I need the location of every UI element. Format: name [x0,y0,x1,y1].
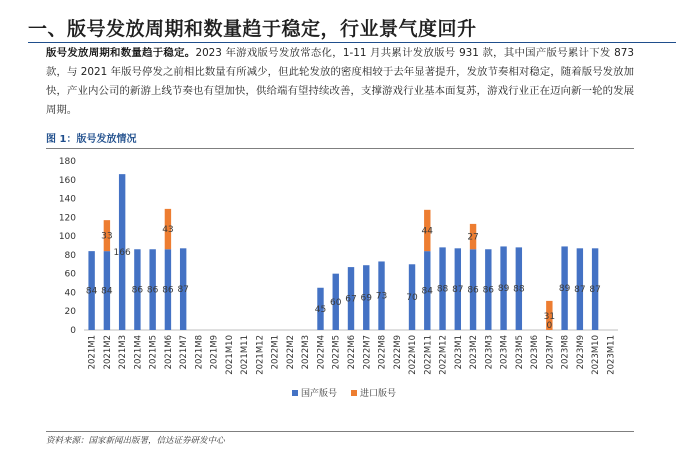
figure-title: 图 1：版号发放情况 [46,134,137,145]
bars-domestic [85,174,601,330]
data-label-import: 27 [467,232,479,243]
x-tick-label: 2023M2 [469,335,480,370]
source-divider [46,431,634,432]
x-tick-label: 2023M9 [575,335,586,370]
x-tick-label: 2023M3 [484,335,495,370]
x-tick-label: 2022M9 [392,335,403,370]
data-label-import: 43 [162,225,174,236]
x-tick-label: 2022M4 [316,335,327,370]
data-label-domestic: 166 [113,248,131,259]
x-tick-label: 2023M7 [545,335,556,370]
data-label-domestic: 88 [513,284,525,295]
x-tick-label: 2023M8 [560,335,571,370]
x-tick-label: 2021M11 [240,335,251,375]
x-tick-label: 2023M4 [499,334,510,370]
data-label-domestic: 73 [375,291,388,302]
x-tick-label: 2021M9 [209,335,220,370]
paragraph-lead: 版号发放周期和数量趋于稳定。 [46,47,196,59]
x-tick-label: 2021M8 [194,335,205,370]
data-label-domestic: 87 [574,285,586,296]
x-tick-label: 2023M1 [453,335,464,370]
legend-swatch [292,390,298,396]
x-tick-label: 2021M3 [118,335,129,370]
x-tick-label: 2022M3 [301,335,312,370]
x-tick-label: 2021M2 [102,335,113,370]
y-tick-label: 20 [64,307,76,318]
data-label-domestic: 89 [497,284,510,295]
y-tick-label: 60 [64,269,76,280]
y-tick-label: 40 [64,288,76,299]
data-label-domestic: 45 [314,304,327,315]
data-labels [86,225,601,331]
paragraph-body: 2023 年游戏版号发放常态化，1-11 月共累计发放版号 931 款，其中国产版号累计下发 873 款，与 2021 年版号停发之前相比数量有所减少，但此轮发放的密度相较于去年显著提升，发放节奏相对稳定，随着版号发放加快，产业内公司的新游上线节奏也有望加快，供给端有望持续改善，支撑游戏行业基本面复苏，游戏行业正在迈向新一轮的发展周期。 [46,47,635,116]
source-note: 资料来源：国家新闻出版署，信达证券研发中心 [46,436,225,446]
legend-label: 国产版号 [301,389,338,399]
x-tick-label: 2022M12 [438,335,449,375]
data-label-domestic: 87 [589,285,601,296]
data-label-domestic: 87 [452,285,464,296]
data-label-domestic: 88 [436,284,449,295]
y-tick-label: 180 [58,157,76,167]
y-tick-label: 0 [70,326,76,336]
data-label-domestic: 87 [177,285,189,296]
y-axis-ticks [59,157,76,336]
section-heading: 一、版号发放周期和数量趋于稳定，行业景气度回升 [28,18,477,40]
x-tick-label: 2021M1 [87,335,98,370]
y-tick-label: 140 [58,194,76,205]
data-label-domestic: 86 [131,285,144,296]
data-label-domestic: 84 [101,286,113,297]
data-label-domestic: 0 [546,321,553,331]
x-tick-label: 2022M8 [377,335,388,370]
x-tick-label: 2021M12 [255,335,266,375]
legend [292,387,396,399]
data-label-domestic: 60 [330,297,342,308]
data-label-domestic: 86 [467,285,479,296]
data-label-domestic: 86 [146,285,159,296]
data-label-domestic: 84 [85,286,98,297]
data-label-domestic: 84 [421,286,434,297]
x-tick-label: 2022M5 [331,335,342,370]
data-label-import: 31 [543,311,556,322]
x-tick-label: 2023M11 [606,335,617,375]
data-label-domestic: 86 [482,285,495,296]
x-tick-label: 2021M4 [133,335,144,370]
data-label-domestic: 70 [406,293,418,304]
x-axis-ticks [88,335,617,375]
x-tick-label: 2022M1 [270,335,281,370]
x-tick-label: 2023M10 [591,335,602,375]
data-label-domestic: 67 [345,294,357,305]
x-tick-label: 2022M2 [285,335,296,370]
x-tick-label: 2023M5 [514,335,525,370]
x-tick-label: 2023M6 [530,335,541,370]
data-label-import: 44 [421,226,434,237]
x-tick-label: 2022M6 [347,335,357,370]
x-tick-label: 2022M11 [423,335,434,375]
legend-swatch [351,390,357,396]
x-tick-label: 2021M7 [179,335,190,370]
x-tick-label: 2021M6 [163,335,174,370]
y-tick-label: 100 [58,232,76,243]
x-tick-label: 2022M7 [362,335,373,370]
x-tick-label: 2021M10 [224,335,235,375]
data-label-domestic: 69 [360,293,372,304]
y-tick-label: 120 [58,213,76,224]
data-label-domestic: 86 [162,285,174,296]
y-tick-label: 160 [58,175,76,186]
legend-label: 进口版号 [360,389,397,399]
y-tick-label: 80 [64,250,76,261]
x-tick-label: 2022M10 [408,335,419,375]
data-label-domestic: 89 [558,284,571,295]
data-label-import: 33 [101,231,113,242]
x-tick-label: 2021M5 [148,335,159,370]
